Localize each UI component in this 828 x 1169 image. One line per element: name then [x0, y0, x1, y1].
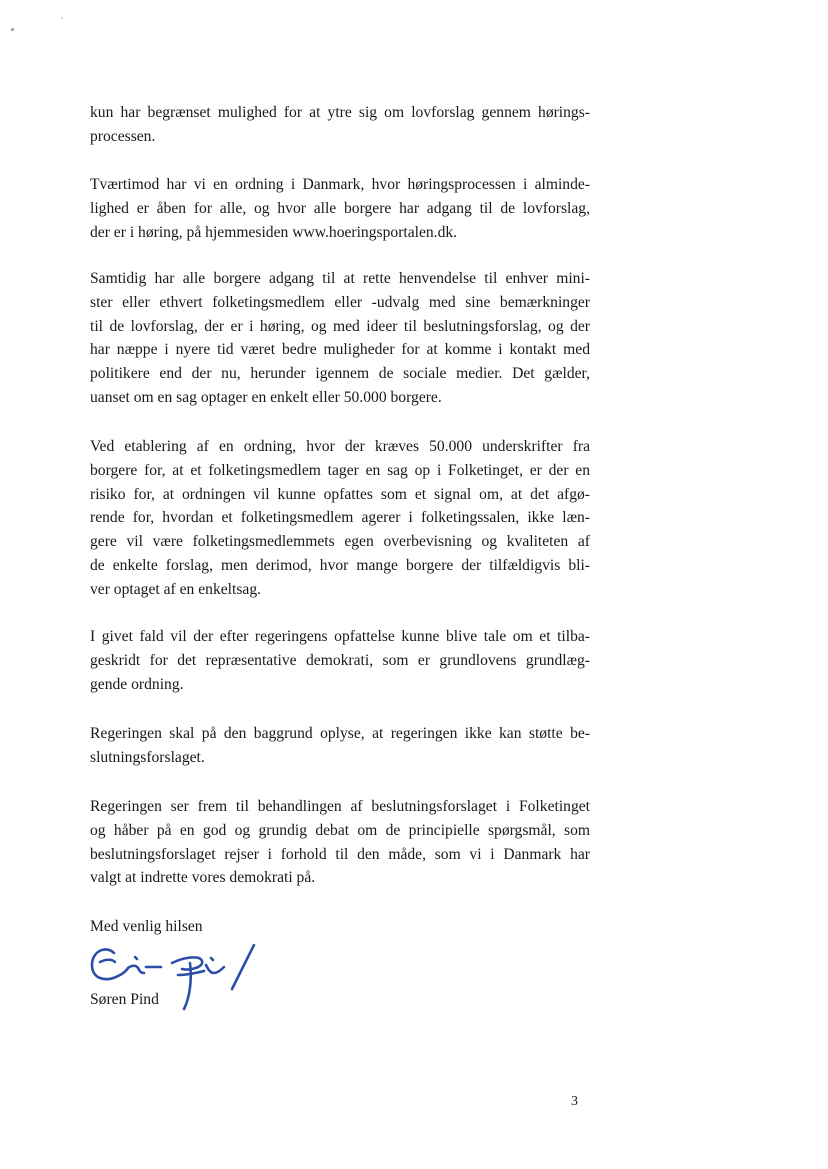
paragraph-line: gende ordning.: [90, 675, 184, 693]
paragraph-line: Samtidig har alle borgere adgang til at rette henvendelse til enhver mini-: [90, 270, 590, 287]
paragraph-line: Tværtimod har vi en ordning i Danmark, hvor høringsprocessen i alminde-: [90, 176, 590, 193]
paragraph-line: beslutningsforslaget rejser i forhold til den måde, som vi i Danmark har: [90, 845, 590, 863]
paragraph-line: politikere end der nu, herunder igennem de sociale medier. Det gælder,: [90, 365, 590, 383]
paragraph-line: I givet fald vil der efter regeringens opfattelse kunne blive tale om et tilba-: [90, 628, 590, 645]
paragraph-line: ster eller ethvert folketingsmedlem eller -udvalg med sine bemærkninger: [90, 293, 590, 311]
paragraph-1: [90, 101, 590, 149]
paragraph-line: geskridt for det repræsentative demokrati, som er grundlovens grundlæg-: [90, 651, 590, 669]
signatory-name: Søren Pind: [90, 991, 159, 1008]
scan-speck: [11, 28, 14, 31]
paragraph-line: risiko for, at ordningen vil kunne opfattes som et signal om, at det afgø-: [90, 485, 590, 503]
paragraph-line: lighed er åben for alle, og hvor alle borgere har adgang til de lovforslag,: [90, 199, 590, 217]
paragraph-line: uanset om en sag optager en enkelt eller 50.000 borgere.: [90, 388, 442, 406]
paragraph-4: [90, 435, 590, 602]
paragraph-2: [90, 173, 590, 244]
scan-speck: [61, 17, 63, 19]
paragraph-line: kun har begrænset mulighed for at ytre sig om lovforslag gennem hørings-: [90, 104, 590, 121]
paragraph-line: der er i høring, på hjemmesiden www.hoeringsportalen.dk.: [90, 223, 458, 241]
paragraph-line: de enkelte forslag, men derimod, hvor mange borgere der tilfældigvis bli-: [90, 556, 590, 574]
paragraph-line: processen.: [90, 127, 156, 145]
paragraph-7: [90, 795, 590, 890]
paragraph-line: Ved etablering af en ordning, hvor der kræves 50.000 underskrifter fra: [90, 438, 590, 455]
paragraph-line: rende for, hvordan et folketingsmedlem agerer i folketingssalen, ikke læn-: [90, 509, 590, 527]
paragraph-3: [90, 267, 590, 410]
page-number: 3: [571, 1094, 578, 1109]
paragraph-line: borgere for, at et folketingsmedlem tager en sag op i Folketinget, er der en: [90, 461, 590, 479]
closing-greeting: Med venlig hilsen: [90, 918, 203, 935]
paragraph-line: slutningsforslaget.: [90, 748, 205, 766]
paragraph-line: Regeringen ser frem til behandlingen af beslutningsforslaget i Folketinget: [90, 798, 590, 815]
paragraph-line: Regeringen skal på den baggrund oplyse, at regeringen ikke kan støtte be-: [90, 725, 590, 742]
paragraph-line: ver optaget af en enkeltsag.: [90, 580, 262, 598]
paragraph-line: gere vil være folketingsmedlemmets egen overbevisning og kvaliteten af: [90, 533, 590, 551]
paragraph-line: til de lovforslag, der er i høring, og med ideer til beslutningsforslag, og der: [90, 317, 590, 335]
paragraph-6: [90, 722, 590, 770]
paragraph-line: har næppe i nyere tid været bedre muligheder for at komme i kontakt med: [90, 341, 590, 359]
paragraph-line: og håber på en god og grundig debat om de principielle spørgsmål, som: [90, 821, 590, 839]
paragraph-5: [90, 625, 590, 696]
paragraph-line: valgt at indrette vores demokrati på.: [90, 869, 316, 887]
